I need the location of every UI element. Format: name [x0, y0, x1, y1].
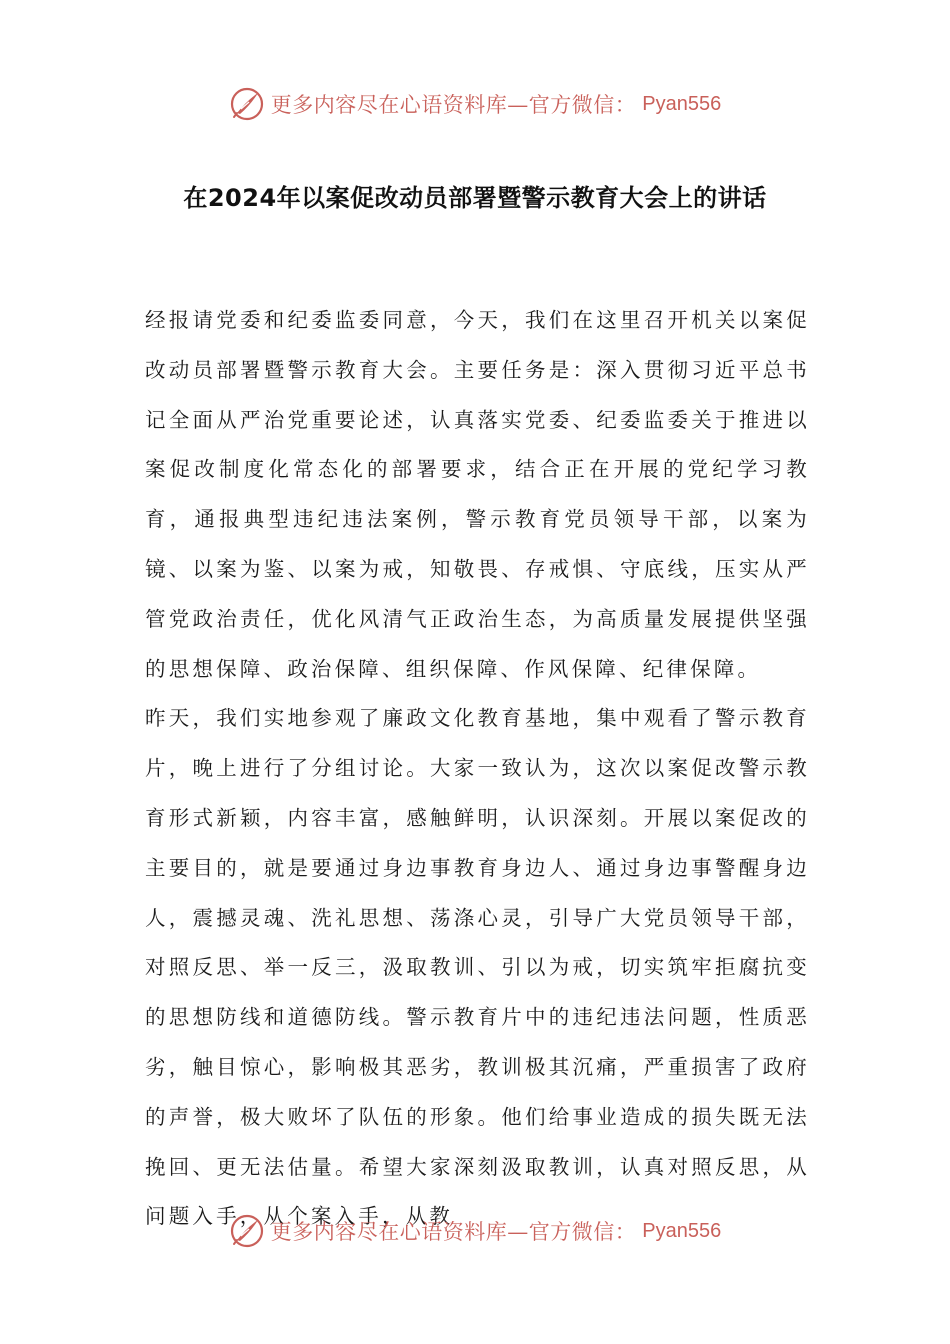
paragraph: 经报请党委和纪委监委同意，今天，我们在这里召开机关以案促改动员部署暨警示教育大会。主要任务是：深入贯彻习近平总书记全面从严治党重要论述，认真落实党委、纪委监委关于推进以案促改制度化常态化的部署要求，结合正在开展的党纪学习教育，通报典型违纪违法案例，警示教育党员领导干部，以案为镜、以案为鉴、以案为戒，知敬畏、存戒惧、守底线，压实从严管党政治责任，优化风清气正政治生态，为高质量发展提供坚强的思想保障、政治保障、组织保障、作风保障、纪律保障。 [145, 308, 810, 681]
paragraph: 昨天，我们实地参观了廉政文化教育基地，集中观看了警示教育片，晚上进行了分组讨论。大家一致认为，这次以案促改警示教育形式新颖，内容丰富，感触鲜明，认识深刻。开展以案促改的主要目的，就是要通过身边事教育身边人、通过身边事警醒身边人，震撼灵魂、洗礼思想、荡涤心灵，引导广大党员领导干部，对照反思、举一反三，汲取教训、引以为戒，切实筑牢拒腐抗变的思想防线和道德防线。警示教育片中的违纪违法问题，性质恶劣，触目惊心，影响极其恶劣，教训极其沉痛，严重损害了政府的声誉，极大败坏了队伍的形象。他们给事业造成的损失既无法挽回、更无法估量。希望大家深刻汲取教训，认真对照反思，从问题入手，从个案入手，从教 [145, 706, 810, 1229]
banner-text: 更多内容尽在心语资料库—官方微信： [270, 93, 637, 117]
header-watermark-banner [0, 84, 950, 124]
quill-pen-logo-icon [229, 1213, 265, 1249]
footer-watermark-banner [0, 1211, 950, 1251]
document-title: 在2024年以案促改动员部署暨警示教育大会上的讲话 [183, 184, 767, 212]
quill-pen-logo-icon [229, 86, 265, 122]
banner-text: 更多内容尽在心语资料库—官方微信： [270, 1220, 637, 1244]
banner-wechat-id: Pyan556 [642, 1219, 722, 1242]
banner-wechat-id: Pyan556 [642, 92, 722, 115]
document-body [145, 296, 810, 1242]
